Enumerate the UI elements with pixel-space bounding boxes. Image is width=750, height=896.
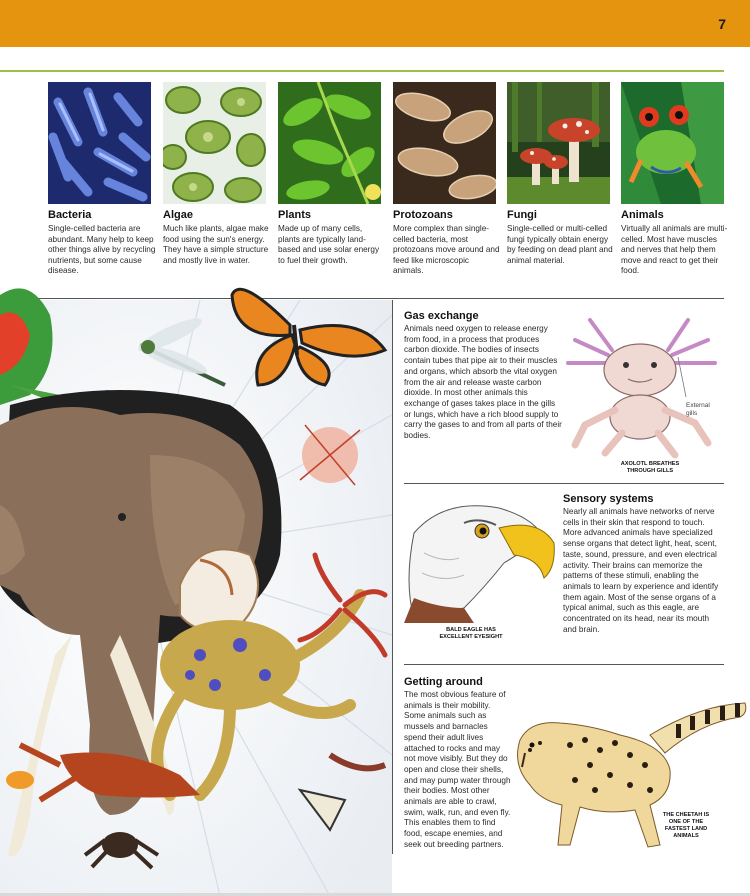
- section-divider-3: [404, 664, 724, 665]
- getting-around-text-top: The most obvious feature of animals is their mobility. Some animals such as mussels and barnacles spend their adult lives attached to rocks and may not move visibly. But they do open and close their shells, and may pump water through their bodies. Most other animals are able to crawl, swim, walk, run, and even fly. This enables them to find food, escape enemies, and seek out breeding partners.: [404, 690, 511, 849]
- gas-exchange-title: Gas exchange: [404, 310, 479, 322]
- sensory-systems-text: Nearly all animals have networks of nerve cells in their skin that respond to touch. More advanced animals have specialized sense organs that detect light, heat, scent, taste, sound, pressure, and even electrical activity. Their brains can memorize the patterns of these stimuli, enabling the animals to learn by experience and identify them again. Most of the sense organs of a typical animal, such as this eagle, are concentrated on its head, near its mouth and brain.: [563, 507, 719, 634]
- column-divider: [392, 300, 393, 854]
- kingdom-text-bacteria: Single-celled bacteria are abundant. Many help to keep other things alive by recycling nutrients, but some cause disease.: [48, 224, 156, 276]
- algae-photo: [163, 82, 266, 204]
- gas-exchange-text: Animals need oxygen to release energy from food, in a process that produces carbon dioxide. The bodies of insects contain tubes that pipe air to their muscles and organs, which absorb the vital oxygen from the air and release waste carbon dioxide. In most other animals this exchange of gases takes place in the gills or lungs, which have a rich blood supply to carry the gases to and from all parts of their bodies.: [404, 324, 562, 441]
- sensory-systems-title: Sensory systems: [563, 493, 654, 505]
- kingdom-title-protozoans: Protozoans: [393, 209, 453, 221]
- section-divider-2: [404, 483, 724, 484]
- green-rule: [0, 70, 724, 72]
- kingdom-text-plants: Made up of many cells, plants are typically land-based and use solar energy to fuel their growth.: [278, 224, 380, 265]
- kingdom-title-bacteria: Bacteria: [48, 209, 92, 221]
- animal-montage-illustration: [0, 255, 392, 896]
- protozoans-photo: [393, 82, 496, 204]
- axolotl-caption: AXOLOTL BREATHES THROUGH GILLS: [620, 461, 680, 474]
- page-number: 7: [718, 16, 726, 32]
- header-band: [0, 0, 750, 47]
- kingdom-text-protozoans: More complex than single-celled bacteria, most protozoans move around and feed like microscopic animals.: [393, 224, 500, 276]
- kingdom-text-fungi: Single-celled or multi-celled fungi typically obtain energy by feeding on dead plant and animal material.: [507, 224, 613, 265]
- kingdom-text-animals: Virtually all animals are multi-celled. Most have muscles and nerves that help them move and react to get their food.: [621, 224, 728, 276]
- kingdom-title-plants: Plants: [278, 209, 312, 221]
- kingdom-title-animals: Animals: [621, 209, 664, 221]
- bacteria-photo: [48, 82, 151, 204]
- animals-photo: [621, 82, 724, 204]
- plants-photo: [278, 82, 381, 204]
- axolotl-illustration: [560, 305, 724, 465]
- kingdom-title-algae: Algae: [163, 209, 193, 221]
- external-gills-label: External gills: [686, 402, 710, 417]
- bald-eagle-illustration: [404, 493, 559, 623]
- fungi-photo: [507, 82, 610, 204]
- eagle-caption: BALD EAGLE HAS EXCELLENT EYESIGHT: [439, 627, 503, 640]
- kingdom-text-algae: Much like plants, algae make food using the sun's energy. They have a simple structure and mostly live in water.: [163, 224, 269, 265]
- getting-around-title: Getting around: [404, 676, 483, 688]
- kingdom-title-fungi: Fungi: [507, 209, 537, 221]
- cheetah-caption: THE CHEETAH IS ONE OF THE FASTEST LAND ANIMALS: [662, 812, 710, 839]
